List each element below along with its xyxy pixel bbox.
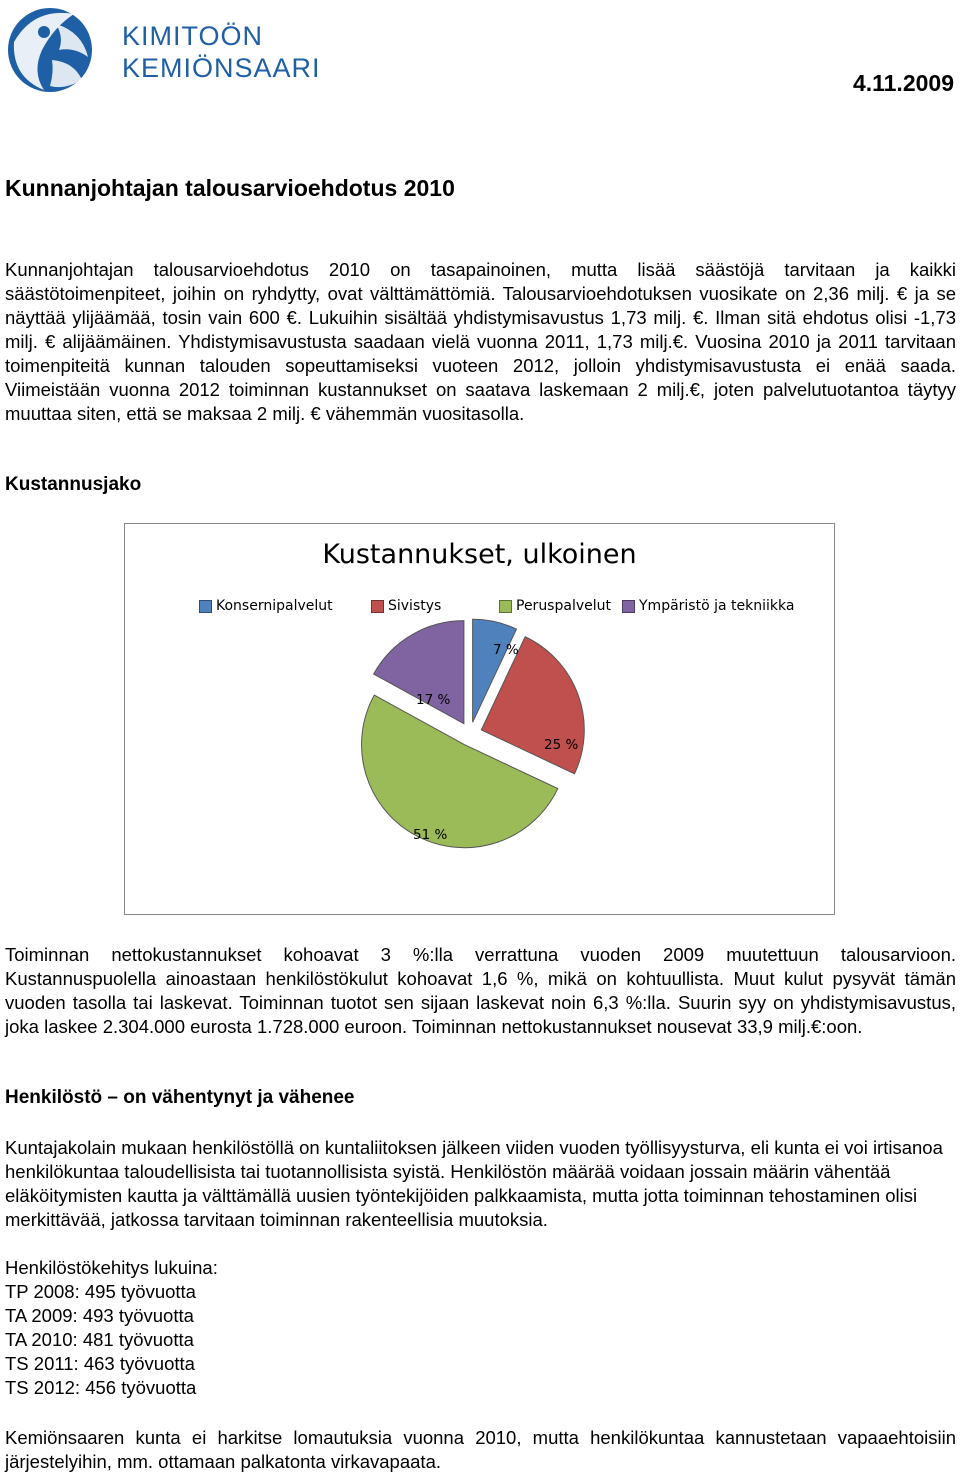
slice-label-sivistys: 25 % [544, 737, 579, 753]
logo-text-line2: KEMIÖNSAARI [122, 53, 321, 83]
slice-label-konsernipalvelut: 7 % [493, 642, 519, 658]
slice-label-peruspalvelut: 51 % [413, 827, 448, 843]
logo-emblem-icon [4, 2, 114, 94]
legend-label-peruspalvelut: Peruspalvelut [516, 598, 611, 614]
layoffs-paragraph: Kemiönsaaren kunta ei harkitse lomautuksia vuonna 2010, mutta henkilökuntaa kannustetaan vapaaehtoisiin järjestelyihin, mm. ottamaan palkatonta virkavapaata. [5, 1427, 956, 1472]
legend-label-konsernipalvelut: Konsernipalvelut [216, 598, 333, 614]
costs-paragraph: Toiminnan nettokustannukset kohoavat 3 %:lla verrattuna vuoden 2009 muutettuun talousarvioon. Kustannuspuolella ainoastaan henkilöstökulut kohoavat 1,6 %, mikä on kohtuullista. Muut kulut pysyvät tämän vuoden tasolla tai laskevat. Toiminnan tuotot sen sijaan laskevat noin 6,3 %:lla. Suurin syy on yhdistymisavustus, joka laskee 2.304.000 eurosta 1.728.000 euroon. Toiminnan nettokustannukset nousevat 33,9 milj.€:oon. [5, 944, 956, 1037]
cost-pie-chart [124, 523, 835, 915]
staff-paragraph: Kuntajakolain mukaan henkilöstöllä on kuntaliitoksen jälkeen viiden vuoden työllisyysturva, eli kunta ei voi irtisanoa henkilökuntaa taloudellisista tai tuotannollisista syistä. Henkilöstön määrää voidaan jossain määrin vähentää eläköitymisten kautta ja välttämällä uusien työntekijöiden palkkaamista, mutta jotta toiminnan tehostaminen olisi merkittävää, jatkossa tarvitaan toiminnan rakenteellisia muutoksia. [5, 1137, 943, 1230]
intro-paragraph: Kunnanjohtajan talousarvioehdotus 2010 on tasapainoinen, mutta lisää säästöjä tarvitaan ja kaikki säästötoimenpiteet, joihin on ryhdytty, ovat välttämättömiä. Talousarvioehdotuksen vuosikate on 2,36 milj. € ja se näyttää ylijäämää, tosin vain 600 €. Lukuihin sisältää yhdistymisavustus 1,73 milj. €. Ilman sitä ehdotus olisi -1,73 milj. € alijäämäinen. Yhdistymisavustusta saadaan vielä vuonna 2011, 1,73 milj.€. Vuosina 2010 ja 2011 tarvitaan toimenpiteitä kunnan talouden sopeuttamiseksi vuoteen 2012, jolloin yhdistymisavustusta ei enää saada. Viimeistään vuonna 2012 toiminnan kustannukset on saatava laskemaan 2 milj.€, joten palvelutuotantoa täytyy muuttaa siten, että se maksaa 2 milj. € vähemmän vuositasolla. [5, 259, 956, 424]
document-title: Kunnanjohtajan talousarvioehdotus 2010 [5, 175, 455, 201]
staff-list-item: TS 2011: 463 työvuotta [5, 1353, 195, 1374]
slice-label-ymparisto: 17 % [416, 692, 451, 708]
staff-list-item: TP 2008: 495 työvuotta [5, 1281, 196, 1302]
chart-title: Kustannukset, ulkoinen [322, 539, 637, 570]
logo-text-line1: KIMITOÖN [122, 21, 264, 51]
section-heading-kustannusjako: Kustannusjako [5, 474, 142, 495]
municipality-logo [4, 2, 321, 94]
staff-list-item: TA 2010: 481 työvuotta [5, 1329, 194, 1350]
pie-plot-area [125, 524, 833, 913]
staff-list-item: TS 2012: 456 työvuotta [5, 1377, 197, 1398]
staff-list-title: Henkilöstökehitys lukuina: [5, 1257, 218, 1278]
document-date: 4.11.2009 [852, 70, 954, 96]
legend-label-sivistys: Sivistys [388, 598, 442, 614]
section-heading-henkilosto: Henkilöstö – on vähentynyt ja vähenee [5, 1087, 355, 1108]
legend-label-ymparisto: Ympäristö ja tekniikka [639, 598, 795, 614]
staff-list-item: TA 2009: 493 työvuotta [5, 1305, 194, 1326]
